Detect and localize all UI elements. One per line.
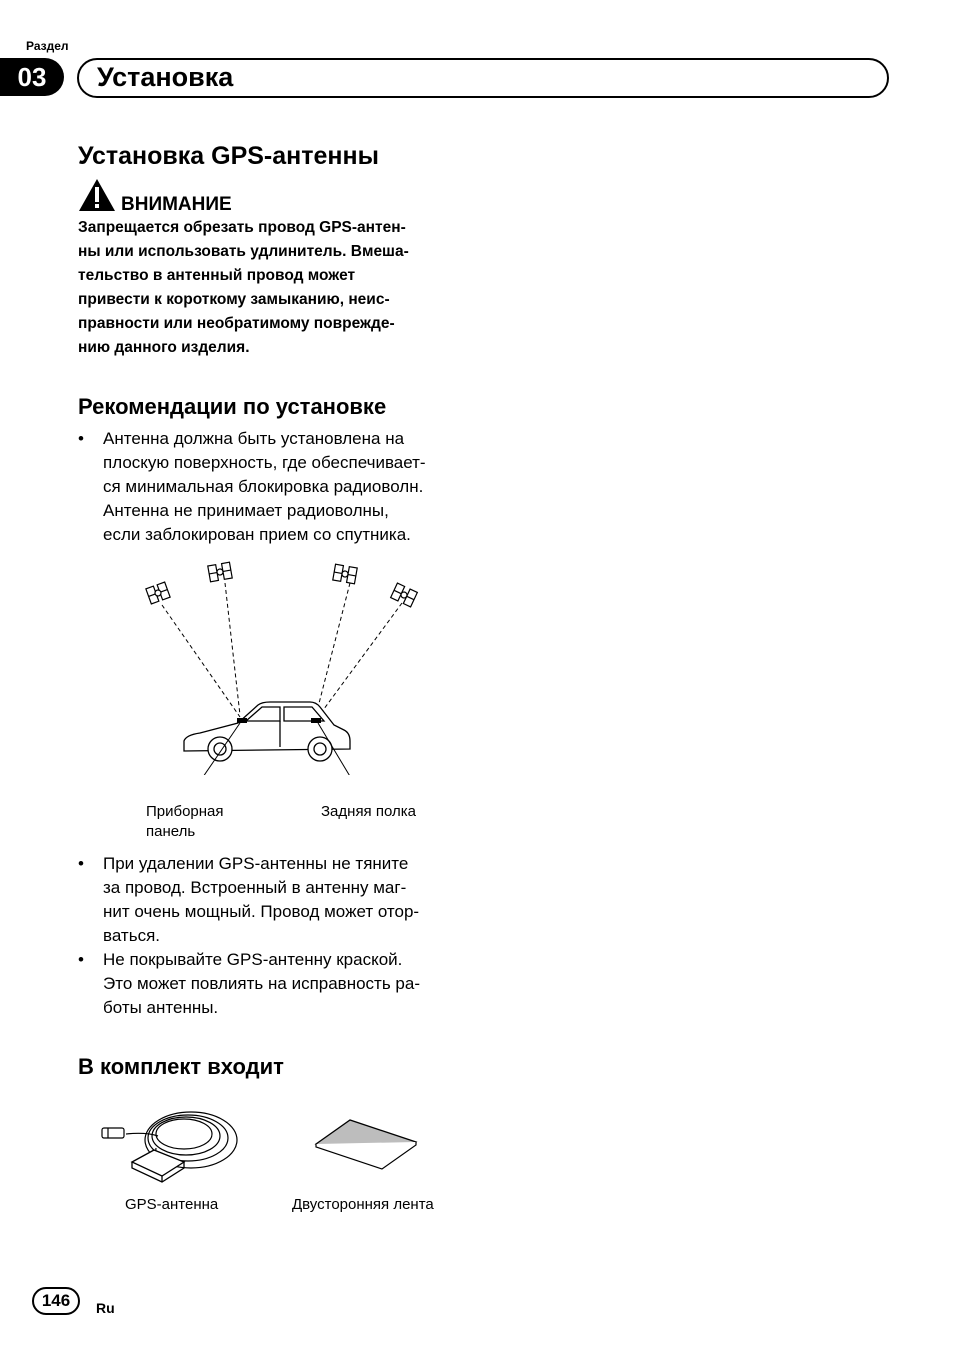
list-item-line: за провод. Встроенный в антенну маг- <box>103 878 407 897</box>
package-item-gps-antenna: GPS-антенна <box>125 1196 219 1213</box>
list-item-line: плоскую поверхность, где обеспечивает- <box>103 453 426 472</box>
recommendations-heading: Рекомендации по установке <box>78 394 387 419</box>
label-dashboard-line: Приборная <box>146 803 224 820</box>
list-item-line: При удалении GPS-антенны не тяните <box>103 854 409 873</box>
car-illustration <box>184 702 350 761</box>
antenna-rear-marker <box>311 718 321 723</box>
package-item-tape: Двусторонняя лента <box>292 1196 434 1213</box>
page-number: 146 <box>32 1287 80 1315</box>
caution-line: нию данного изделия. <box>78 339 250 356</box>
caution-line: Запрещается обрезать провод GPS-антен- <box>78 219 406 236</box>
list-item-line: Антенна не принимает радиоволны, <box>103 501 389 520</box>
list-item-line: если заблокирован прием со спутника. <box>103 525 411 544</box>
bullet-dot: • <box>78 429 84 448</box>
gps-antenna-illustration <box>96 1092 248 1192</box>
list-item <box>78 852 478 948</box>
list-item <box>78 427 478 547</box>
label-rear-shelf: Задняя полка <box>321 803 416 820</box>
language-code: Ru <box>96 1300 115 1316</box>
section-title: Установка <box>97 62 234 92</box>
list-item <box>78 948 478 1020</box>
bullet-list-1 <box>78 427 478 547</box>
warning-triangle-icon <box>78 178 116 212</box>
bullet-dot: • <box>78 950 84 969</box>
caution-line: правности или необратимому поврежде- <box>78 315 395 332</box>
page-title: Установка GPS-антенны <box>78 142 379 170</box>
caution-text <box>78 216 468 360</box>
label-dashboard-line: панель <box>146 823 196 840</box>
caution-line: ны или использовать удлинитель. Вмеша- <box>78 243 409 260</box>
bullet-list-2 <box>78 852 478 1020</box>
caution-title: ВНИМАНИЕ <box>121 194 232 215</box>
antenna-dashboard-marker <box>237 718 247 723</box>
caution-line: тельство в антенный провод может <box>78 267 356 284</box>
list-item-line: Антенна должна быть установлена на <box>103 429 405 448</box>
label-dashboard <box>146 802 224 842</box>
bullet-dot: • <box>78 854 84 873</box>
satellite-icon <box>146 562 417 607</box>
section-label: Раздел <box>26 39 69 53</box>
list-item-line: нит очень мощный. Провод может отор- <box>103 902 420 921</box>
package-heading: В комплект входит <box>78 1054 284 1079</box>
section-number-badge: 03 <box>0 58 64 96</box>
list-item-line: боты антенны. <box>103 998 219 1017</box>
list-item-line: ваться. <box>103 926 160 945</box>
list-item-line: Это может повлиять на исправность ра- <box>103 974 420 993</box>
double-sided-tape-illustration <box>312 1116 422 1170</box>
list-item-line: ся минимальная блокировка радиоволн. <box>103 477 424 496</box>
satellite-car-figure <box>140 555 440 775</box>
caution-line: привести к короткому замыканию, неис- <box>78 291 390 308</box>
list-item-line: Не покрывайте GPS-антенну краской. <box>103 950 403 969</box>
